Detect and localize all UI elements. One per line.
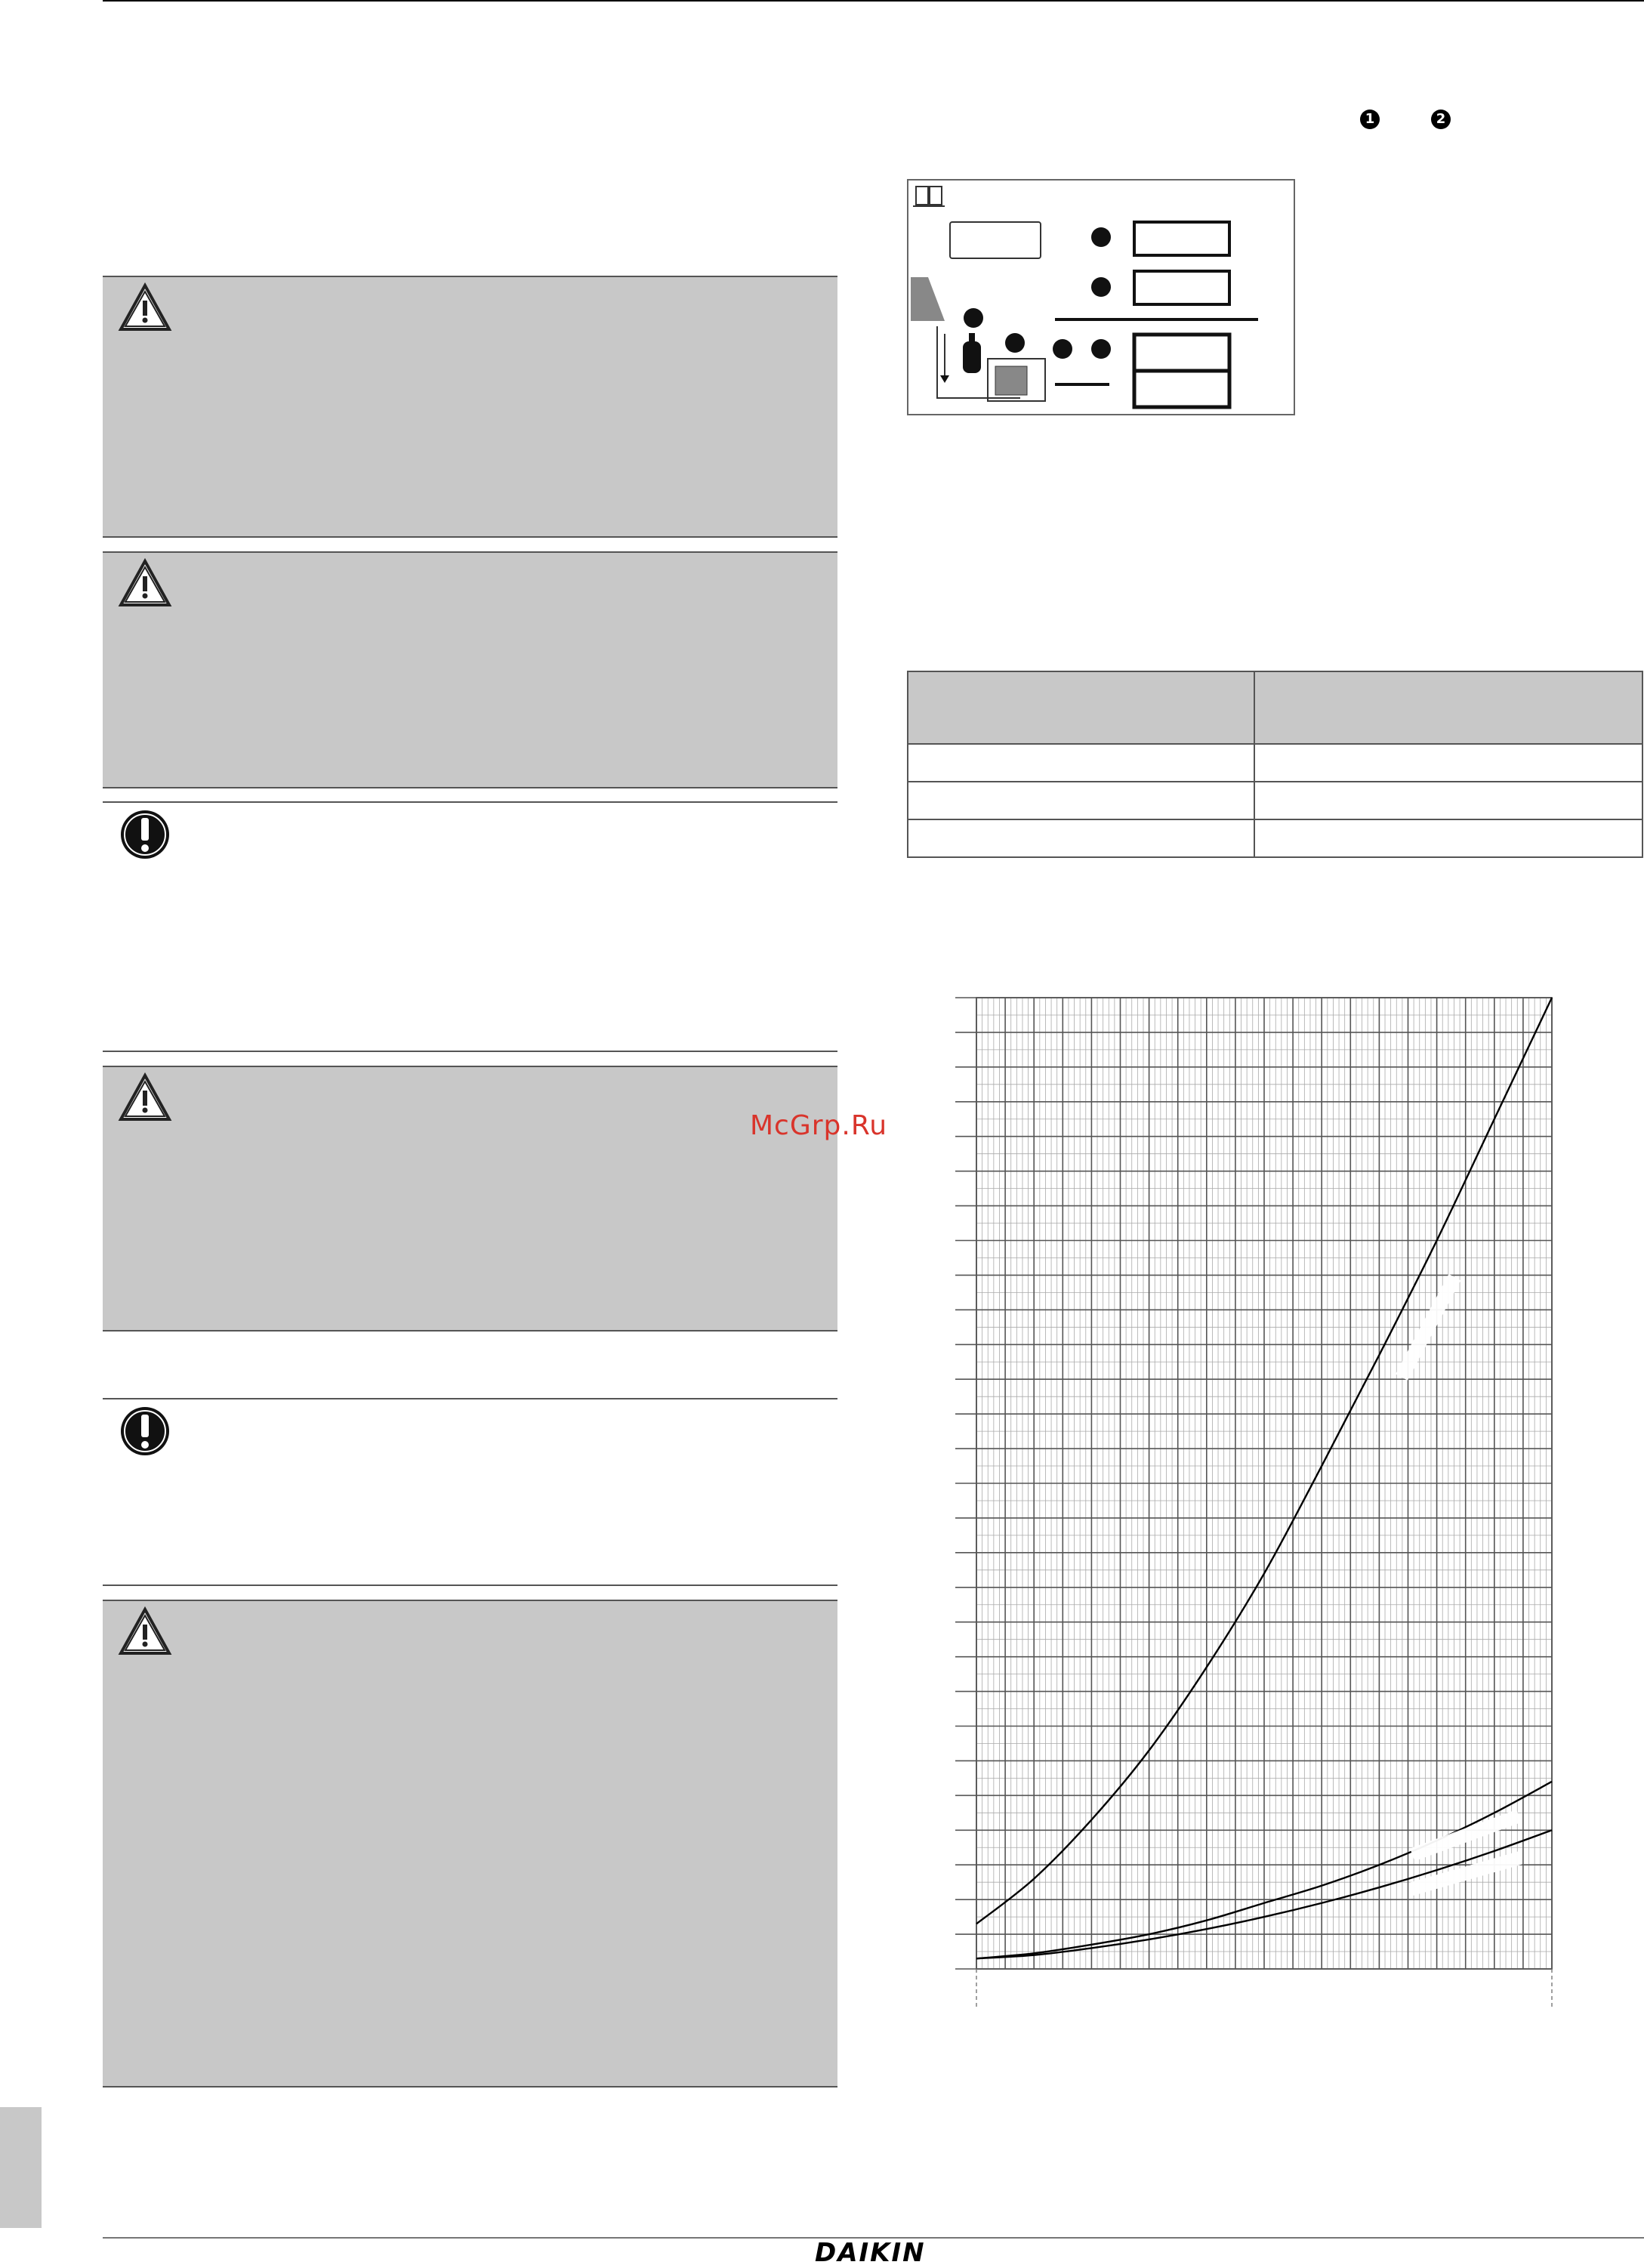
warning-box-4 [103, 1600, 837, 2087]
important-note-2 [103, 1398, 837, 1586]
marker-2: 2 [1431, 110, 1451, 129]
warning-box-1 [103, 276, 837, 538]
important-icon [118, 1404, 172, 1458]
top-rule [103, 0, 1644, 2]
table-header-cell [908, 671, 1254, 744]
table-cell [908, 782, 1254, 819]
watermark: McGrp.Ru [750, 1110, 888, 1141]
refrigerant-label-diagram [907, 179, 1295, 415]
marker-1: 1 [1360, 110, 1380, 129]
warning-box-3 [103, 1066, 837, 1331]
table-cell [908, 744, 1254, 782]
table-cell [1254, 782, 1642, 819]
warning-icon [118, 1071, 172, 1125]
data-table [907, 671, 1643, 858]
table-cell [1254, 744, 1642, 782]
warning-icon [118, 557, 172, 611]
warning-icon [118, 1605, 172, 1659]
table-header-cell [1254, 671, 1642, 744]
warning-icon [118, 281, 172, 335]
line-chart [925, 993, 1563, 2020]
important-icon [118, 807, 172, 862]
table-cell [1254, 819, 1642, 857]
daikin-logo: DAIKIN [815, 2238, 926, 2268]
warning-box-2 [103, 551, 837, 788]
chart-curve-labels [1396, 1274, 1522, 1896]
important-note-1 [103, 801, 837, 1052]
chart-major-grid [955, 998, 1552, 2008]
side-tab [0, 2107, 42, 2228]
table-cell [908, 819, 1254, 857]
